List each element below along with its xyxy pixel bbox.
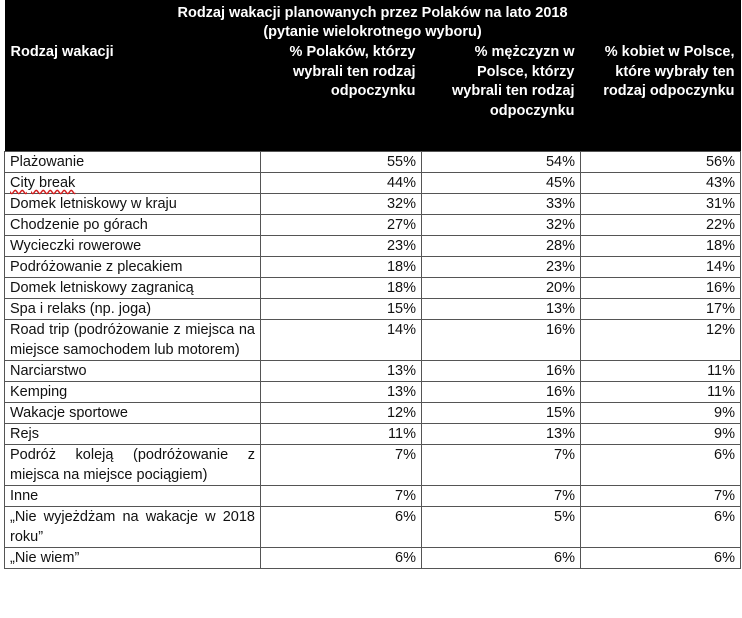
all-poles-percent-cell: 32% <box>261 194 422 215</box>
men-percent-cell: 16% <box>422 382 581 403</box>
table-row <box>5 486 741 507</box>
vacation-type-cell: Road trip (podróżowanie z miejsca na miejsce samochodem lub motorem) <box>5 320 261 361</box>
women-percent-cell: 18% <box>581 236 741 257</box>
vacation-type-cell: Wakacje sportowe <box>5 403 261 424</box>
all-poles-percent-cell: 13% <box>261 361 422 382</box>
vacation-type-cell: Inne <box>5 486 261 507</box>
men-percent-cell: 6% <box>422 548 581 569</box>
table-title-line-2: (pytanie wielokrotnego wyboru) <box>263 24 482 40</box>
vacation-type-cell: Podróżowanie z plecakiem <box>5 257 261 278</box>
table-row <box>5 320 741 361</box>
table-row <box>5 424 741 445</box>
table-row <box>5 173 741 194</box>
table-row <box>5 507 741 548</box>
vacation-type-cell: Domek letniskowy zagranicą <box>5 278 261 299</box>
all-poles-percent-cell: 27% <box>261 215 422 236</box>
table-row <box>5 257 741 278</box>
women-percent-cell: 22% <box>581 215 741 236</box>
table-row <box>5 299 741 320</box>
table-row <box>5 278 741 299</box>
table-header <box>5 0 741 152</box>
men-percent-cell: 7% <box>422 445 581 486</box>
women-percent-cell: 17% <box>581 299 741 320</box>
vacation-type-cell: Plażowanie <box>5 152 261 173</box>
women-percent-cell: 56% <box>581 152 741 173</box>
table-row <box>5 382 741 403</box>
men-percent-cell: 20% <box>422 278 581 299</box>
table-title-line-1: Rodzaj wakacji planowanych przez Polaków na lato 2018 <box>177 4 568 21</box>
all-poles-percent-cell: 44% <box>261 173 422 194</box>
table-row <box>5 548 741 569</box>
women-percent-cell: 7% <box>581 486 741 507</box>
column-header-all-poles: % Polaków, którzy wybrali ten rodzaj odpoczynku <box>261 43 422 152</box>
all-poles-percent-cell: 18% <box>261 257 422 278</box>
men-percent-cell: 23% <box>422 257 581 278</box>
men-percent-cell: 32% <box>422 215 581 236</box>
vacation-type-cell: Podróż koleją (podróżowanie z miejsca na miejsce pociągiem) <box>5 445 261 486</box>
all-poles-percent-cell: 7% <box>261 445 422 486</box>
women-percent-cell: 16% <box>581 278 741 299</box>
vacation-type-cell: Rejs <box>5 424 261 445</box>
table-row <box>5 236 741 257</box>
women-percent-cell: 6% <box>581 445 741 486</box>
vacation-type-cell: Spa i relaks (np. joga) <box>5 299 261 320</box>
women-percent-cell: 31% <box>581 194 741 215</box>
men-percent-cell: 7% <box>422 486 581 507</box>
column-header-women: % kobiet w Polsce, które wybrały ten rodzaj odpoczynku <box>581 43 741 152</box>
table-title <box>5 0 741 43</box>
women-percent-cell: 9% <box>581 424 741 445</box>
vacation-type-cell: Narciarstwo <box>5 361 261 382</box>
all-poles-percent-cell: 13% <box>261 382 422 403</box>
column-header-men: % mężczyzn w Polsce, którzy wybrali ten rodzaj odpoczynku <box>422 43 581 152</box>
women-percent-cell: 12% <box>581 320 741 361</box>
column-header-row <box>5 43 741 152</box>
all-poles-percent-cell: 7% <box>261 486 422 507</box>
women-percent-cell: 6% <box>581 548 741 569</box>
vacation-type-cell: „Nie wiem” <box>5 548 261 569</box>
table-body <box>5 152 741 569</box>
men-percent-cell: 45% <box>422 173 581 194</box>
women-percent-cell: 11% <box>581 382 741 403</box>
title-row <box>5 0 741 43</box>
all-poles-percent-cell: 12% <box>261 403 422 424</box>
all-poles-percent-cell: 6% <box>261 507 422 548</box>
table-row <box>5 361 741 382</box>
all-poles-percent-cell: 18% <box>261 278 422 299</box>
women-percent-cell: 14% <box>581 257 741 278</box>
vacation-type-cell: Kemping <box>5 382 261 403</box>
men-percent-cell: 15% <box>422 403 581 424</box>
vacation-type-cell: Chodzenie po górach <box>5 215 261 236</box>
women-percent-cell: 43% <box>581 173 741 194</box>
table-row <box>5 152 741 173</box>
men-percent-cell: 5% <box>422 507 581 548</box>
document-page <box>4 0 740 569</box>
table-row <box>5 215 741 236</box>
vacation-type-cell: Wycieczki rowerowe <box>5 236 261 257</box>
men-percent-cell: 33% <box>422 194 581 215</box>
women-percent-cell: 9% <box>581 403 741 424</box>
all-poles-percent-cell: 11% <box>261 424 422 445</box>
men-percent-cell: 16% <box>422 320 581 361</box>
men-percent-cell: 13% <box>422 424 581 445</box>
table-row <box>5 445 741 486</box>
vacation-type-cell <box>5 173 261 194</box>
vacation-type-cell: „Nie wyjeżdżam na wakacje w 2018 roku” <box>5 507 261 548</box>
spellcheck-underlined-text: City break <box>10 175 76 191</box>
all-poles-percent-cell: 14% <box>261 320 422 361</box>
vacation-survey-table <box>4 0 741 569</box>
women-percent-cell: 11% <box>581 361 741 382</box>
table-row <box>5 194 741 215</box>
men-percent-cell: 13% <box>422 299 581 320</box>
all-poles-percent-cell: 6% <box>261 548 422 569</box>
all-poles-percent-cell: 23% <box>261 236 422 257</box>
men-percent-cell: 16% <box>422 361 581 382</box>
men-percent-cell: 28% <box>422 236 581 257</box>
all-poles-percent-cell: 15% <box>261 299 422 320</box>
women-percent-cell: 6% <box>581 507 741 548</box>
column-header-vacation-type: Rodzaj wakacji <box>5 43 261 152</box>
table-row <box>5 403 741 424</box>
vacation-type-cell: Domek letniskowy w kraju <box>5 194 261 215</box>
all-poles-percent-cell: 55% <box>261 152 422 173</box>
men-percent-cell: 54% <box>422 152 581 173</box>
